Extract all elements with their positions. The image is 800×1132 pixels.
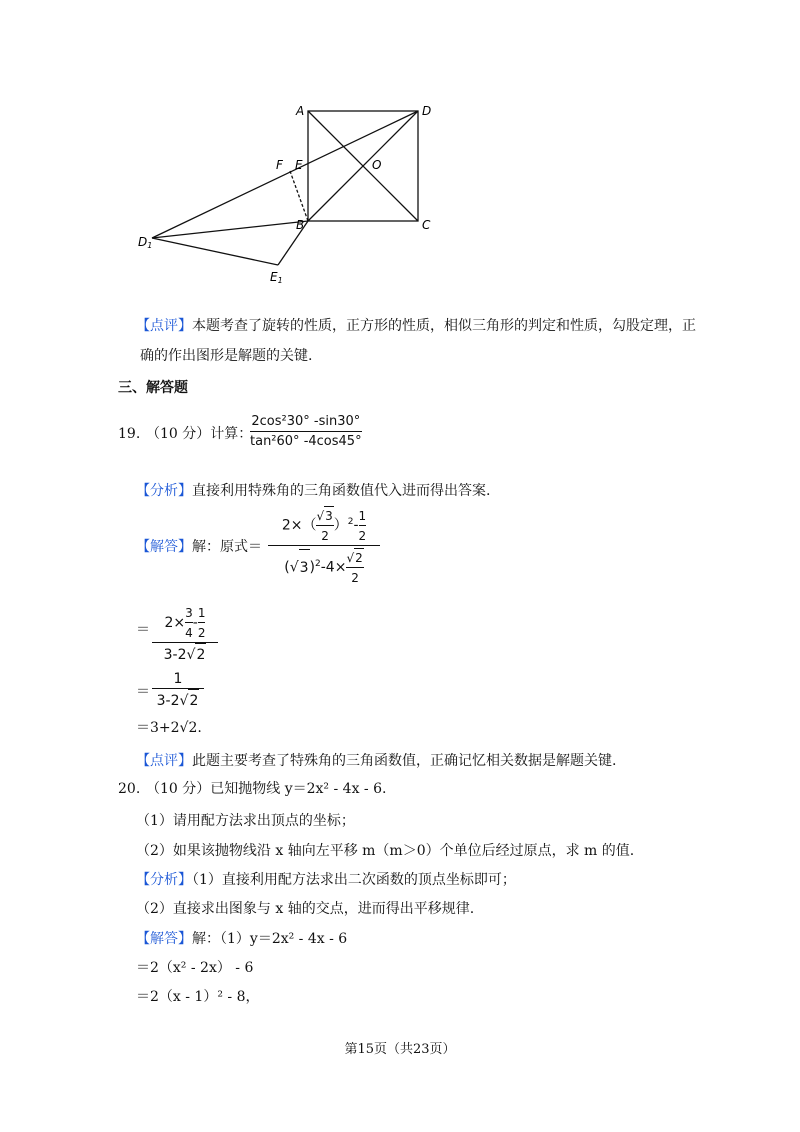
answer-tag-2: 【解答】 bbox=[136, 931, 192, 947]
label-b: B bbox=[296, 218, 305, 232]
geometry-figure bbox=[130, 95, 450, 295]
label-a: A bbox=[296, 104, 305, 118]
q19-step3-prefix: ＝ bbox=[136, 684, 150, 700]
q19-analysis bbox=[136, 481, 490, 501]
comment-line-2: 确的作出图形是解题的关键. bbox=[140, 348, 313, 364]
label-f: F bbox=[276, 158, 283, 172]
q19-step2-prefix: ＝ bbox=[136, 622, 150, 638]
label-d1: D1 bbox=[138, 235, 153, 250]
dashed-fb bbox=[290, 171, 308, 221]
analysis-text-2: （1）直接利用配方法求出二次函数的顶点坐标即可； bbox=[192, 872, 516, 888]
q20-analysis-2: （2）直接求出图象与 x 轴的交点，进而得出平移规律. bbox=[136, 901, 475, 917]
comment-text-1: 本题考查了旋转的性质，正方形的性质，相似三角形的判定和性质，勾股定理，正 bbox=[192, 318, 696, 334]
q20-stem: （10 分）已知抛物线 y＝2x² - 4x - 6. bbox=[146, 781, 387, 797]
answer-tag: 【解答】 bbox=[136, 539, 192, 555]
q19-step3-fraction: 1 3-2√2 bbox=[152, 670, 204, 712]
comment-text-2: 此题主要考查了特殊角的三角函数值，正确记忆相关数据是解题关键. bbox=[192, 753, 617, 769]
q19-score: （10 分）计算： bbox=[146, 426, 253, 442]
q20-answer-2: ＝2（x² - 2x） - 6 bbox=[136, 960, 254, 976]
q20-answer-3: ＝2（x - 1）² - 8， bbox=[136, 989, 260, 1005]
q20-analysis-1 bbox=[136, 870, 516, 890]
q20-number: 20. bbox=[118, 781, 141, 797]
q20-part1: （1）请用配方法求出顶点的坐标； bbox=[136, 813, 355, 829]
q20-answer-1 bbox=[136, 929, 347, 949]
label-c: C bbox=[422, 218, 431, 232]
analysis-tag: 【分析】 bbox=[136, 483, 192, 499]
q19-final: ＝3+2√2. bbox=[136, 720, 202, 736]
label-e1: E1 bbox=[270, 270, 283, 285]
q19-number: 19. bbox=[118, 426, 141, 442]
segment-d1e1 bbox=[152, 238, 278, 265]
q20-part2: （2）如果该抛物线沿 x 轴向左平移 m（m＞0）个单位后经过原点，求 m 的值. bbox=[136, 843, 635, 859]
page-footer: 第15页（共23页） bbox=[344, 1042, 456, 1057]
comment-line-1 bbox=[136, 316, 696, 336]
q19-answer-lead bbox=[136, 537, 262, 557]
answer-lead-text: 解：原式＝ bbox=[192, 539, 262, 555]
segment-d1d bbox=[152, 111, 418, 238]
q19-denominator: tan²60° -4cos45° bbox=[250, 431, 362, 451]
q19-expression bbox=[250, 413, 362, 451]
q19-step1-fraction: 2×（ $\frac{√3}{2}$ ）$^2$- $\frac{1}{2}$ $(√3)^2-4\times$ $\frac{√2}{2}$ bbox=[268, 505, 380, 587]
section-title: 三、解答题 bbox=[118, 380, 188, 396]
comment-tag-2: 【点评】 bbox=[136, 753, 192, 769]
answer-text-1: 解：（1）y＝2x² - 4x - 6 bbox=[192, 931, 348, 947]
segment-d1b bbox=[152, 221, 308, 238]
label-o: O bbox=[372, 158, 382, 172]
analysis-text: 直接利用特殊角的三角函数值代入进而得出答案. bbox=[192, 483, 491, 499]
label-d: D bbox=[422, 104, 432, 118]
q19-comment bbox=[136, 751, 616, 771]
q19-numerator: 2cos²30° -sin30° bbox=[251, 414, 361, 429]
q19-step2-fraction: 2× $\frac{3}{4}$ - $\frac{1}{2}$ 3-2√2 bbox=[152, 604, 218, 666]
analysis-tag-2: 【分析】 bbox=[136, 872, 192, 888]
label-e: E bbox=[295, 158, 303, 172]
comment-tag: 【点评】 bbox=[136, 318, 192, 334]
